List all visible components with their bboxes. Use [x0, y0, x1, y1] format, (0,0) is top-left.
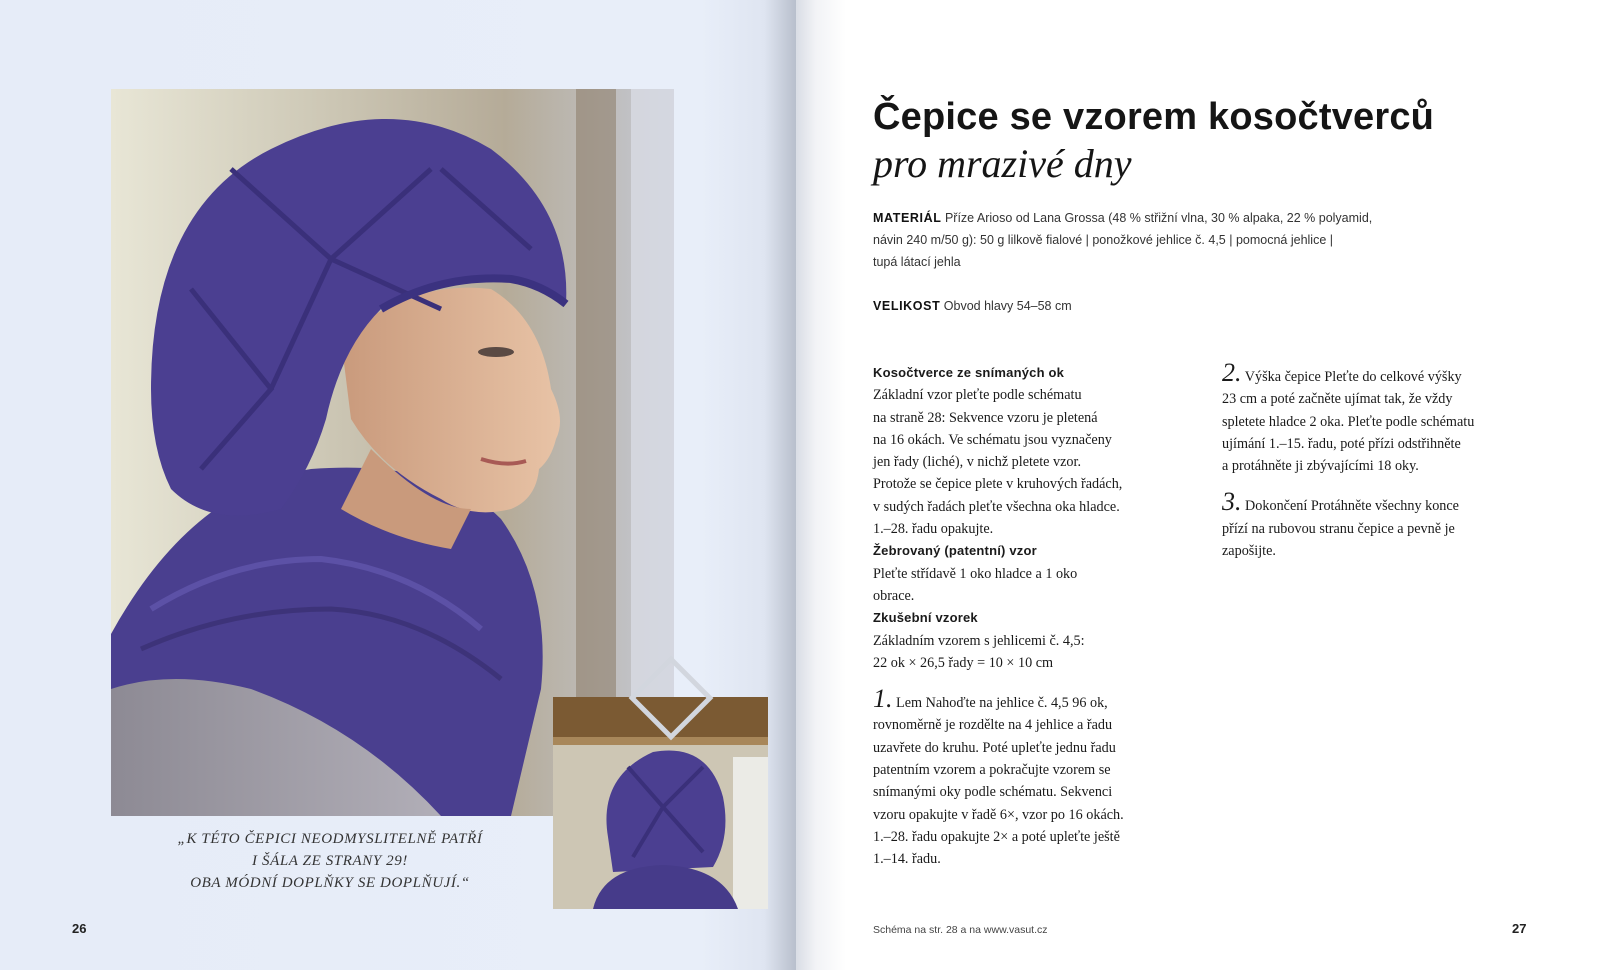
section-heading: Žebrovaný (patentní) vzor	[873, 543, 1037, 559]
body-line: zapošijte.	[1222, 543, 1276, 560]
body-line: 23 cm a poté začněte ujímat tak, že vždy	[1222, 391, 1453, 408]
body-line: patentním vzorem a pokračujte vzorem se	[873, 762, 1111, 779]
body-line: v sudých řadách pleťte všechna oka hladce.	[873, 498, 1120, 515]
material-label: MATERIÁL	[873, 211, 942, 225]
page-title: Čepice se vzorem kosočtverců	[873, 96, 1435, 138]
body-line: Dokončení Protáhněte všechny konce	[1245, 498, 1459, 515]
step-number: 2.	[1222, 358, 1242, 387]
size-label: VELIKOST	[873, 299, 941, 313]
body-line: vzoru opakujte v řadě 6×, vzor po 16 okách.	[873, 806, 1124, 823]
body-line: na 16 okách. Ve schématu jsou vyznačeny	[873, 431, 1112, 448]
body-line: na straně 28: Sekvence vzoru je pletená	[873, 409, 1098, 426]
body-line: přízí na rubovou stranu čepice a pevně je	[1222, 520, 1455, 537]
material-section	[873, 207, 1433, 273]
footer-note: Schéma na str. 28 a na www.vasut.cz	[873, 924, 1048, 936]
body-line: 22 ok × 26,5 řady = 10 × 10 cm	[873, 654, 1054, 671]
body-line: Základní vzor pleťte podle schématu	[873, 387, 1082, 404]
caption-line: I ŠÁLA ZE STRANY 29!	[252, 853, 408, 869]
page-number-right: 27	[1512, 921, 1527, 936]
body-line: obrace.	[873, 587, 915, 604]
body-line: Výška čepice Pleťte do celkové výšky	[1244, 369, 1462, 385]
book-gutter	[796, 0, 846, 970]
size-text: Obvod hlavy 54–58 cm	[943, 299, 1072, 313]
size-section	[873, 295, 1433, 317]
section-heading: Kosočtverce ze snímaných ok	[873, 365, 1065, 380]
instructions-column-2	[1222, 358, 1552, 562]
body-line: 1.–28. řadu opakujte.	[873, 521, 994, 538]
body-line: a protáhněte ji zbývajícími 18 oky.	[1222, 458, 1419, 475]
caption-line: OBA MÓDNÍ DOPLŇKY SE DOPLŇUJÍ.“	[190, 875, 470, 891]
material-text: Příze Arioso od Lana Grossa (48 % střižní vlna, 30 % alpaka, 22 % polyamid,	[944, 211, 1373, 225]
body-line: 1.–14. řadu.	[873, 851, 941, 868]
instructions-column-1	[873, 362, 1193, 871]
body-line: 1.–28. řadu opakujte 2× a poté upleťte ještě	[873, 828, 1120, 845]
section-heading: Zkušební vzorek	[873, 610, 978, 626]
step-1	[873, 684, 1193, 714]
caption-line: „K TÉTO ČEPICI NEODMYSLITELNĚ PATŘÍ	[177, 831, 483, 847]
photo-caption	[130, 828, 530, 894]
body-line: Základním vzorem s jehlicemi č. 4,5:	[873, 632, 1085, 649]
body-line: Lem Nahoďte na jehlice č. 4,5 96 ok,	[896, 695, 1108, 712]
step-3	[1222, 487, 1552, 517]
body-line: rovnoměrně je rozdělte na 4 jehlice a řadu	[873, 717, 1113, 734]
body-line: snímanými oky podle schématu. Sekvenci	[873, 784, 1113, 801]
step-number: 1.	[873, 684, 893, 714]
body-line: spletete hladce 2 oka. Pleťte podle schématu	[1222, 413, 1475, 430]
body-line: Protože se čepice plete v kruhových řadách,	[873, 476, 1123, 493]
step-number: 3.	[1222, 487, 1242, 517]
body-line: ujímání 1.–15. řadu, poté přízi odstřihněte	[1222, 435, 1461, 452]
body-line: uzavřete do kruhu. Poté upleťte jednu řadu	[873, 739, 1116, 756]
page-subtitle: pro mrazivé dny	[873, 141, 1132, 186]
body-line: jen řady (liché), v nichž pletete vzor.	[873, 454, 1081, 471]
step-2	[1222, 358, 1552, 388]
body-line: Pleťte střídavě 1 oko hladce a 1 oko	[873, 565, 1078, 582]
material-text: návin 240 m/50 g): 50 g lilkově fialové | ponožkové jehlice č. 4,5 | pomocná jehlice |	[873, 233, 1334, 247]
material-text: tupá látací jehla	[873, 255, 961, 269]
page-number-left: 26	[72, 921, 87, 936]
